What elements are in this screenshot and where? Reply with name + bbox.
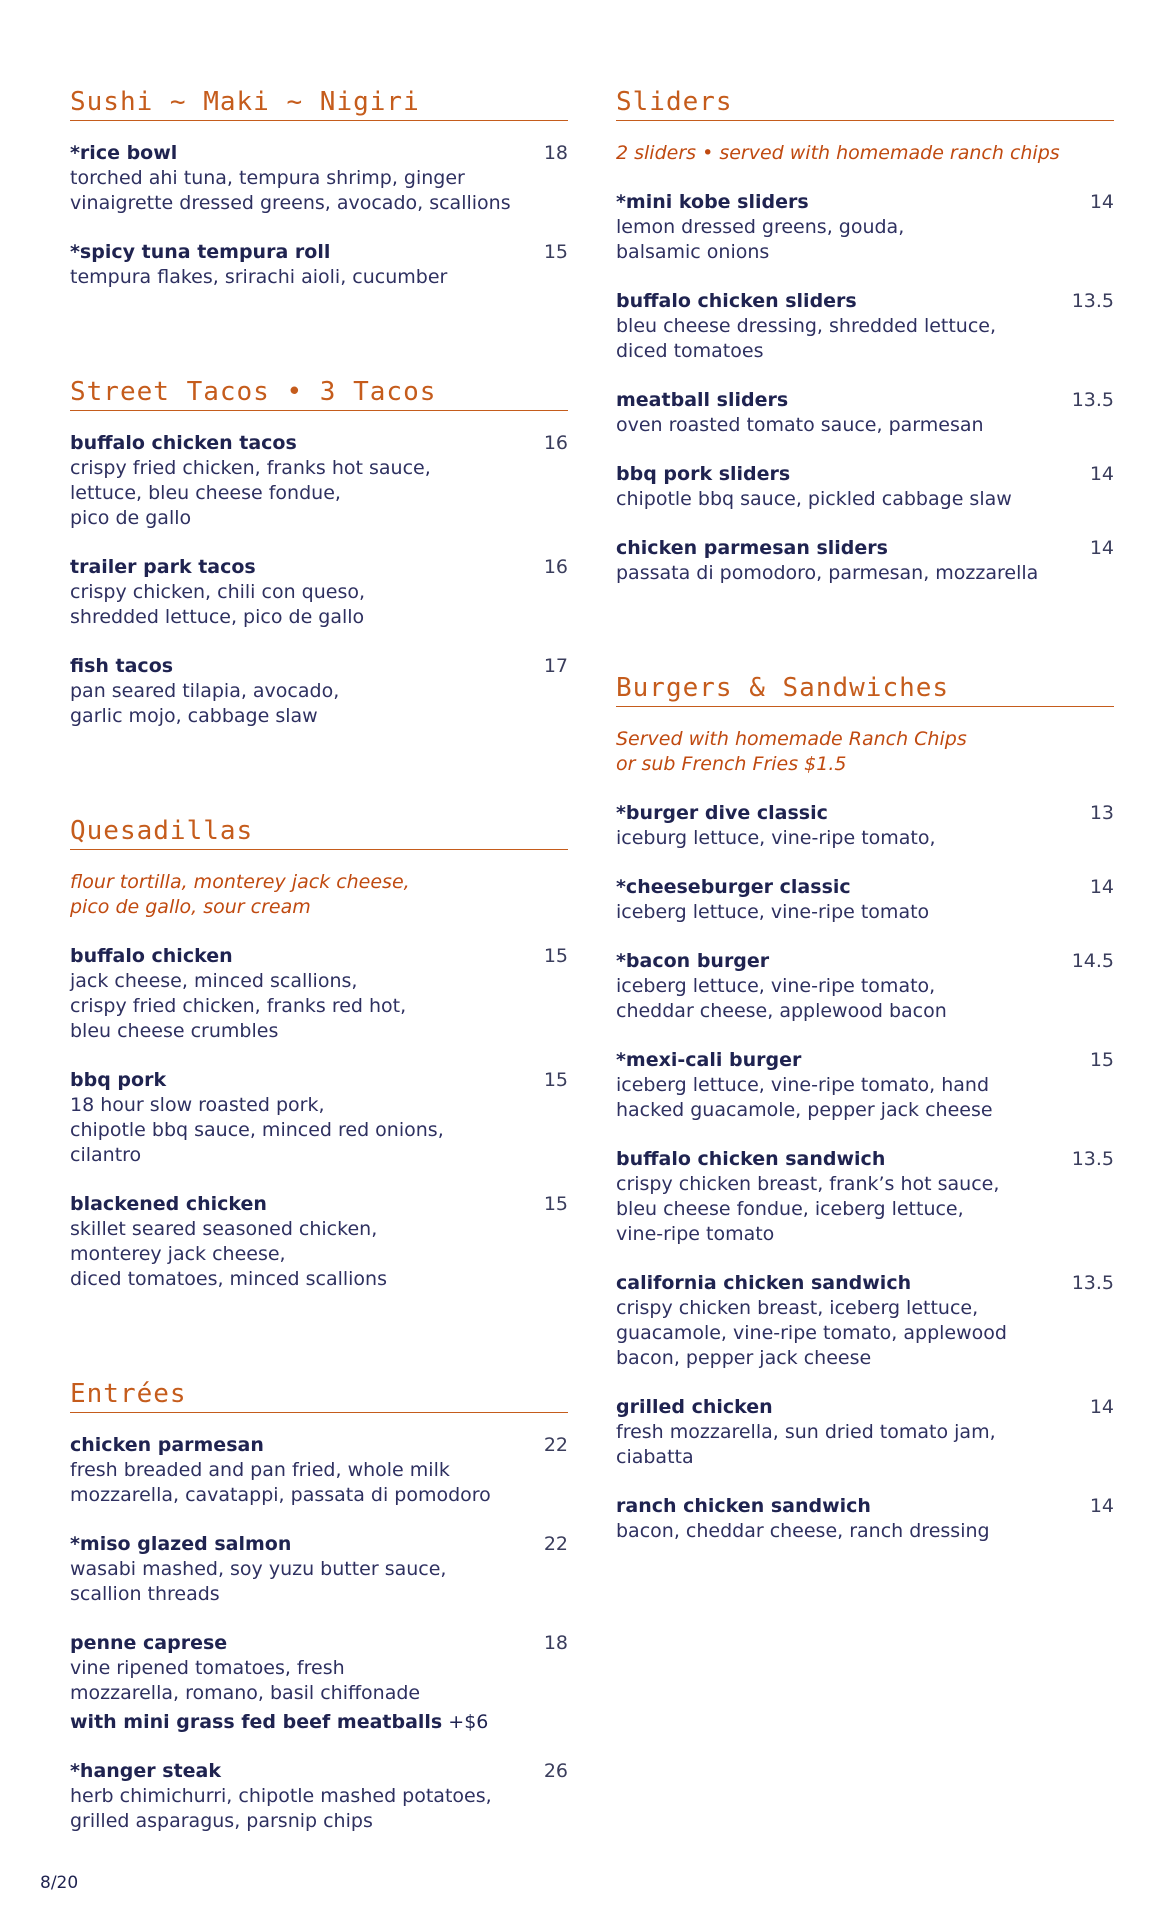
menu-item-header <box>70 141 568 166</box>
menu-item-header <box>70 944 568 969</box>
item-price: 14 <box>1089 537 1114 559</box>
item-description: passata di pomodoro, parmesan, mozzarella <box>616 562 1039 584</box>
menu-item <box>616 462 1114 512</box>
item-price: 26 <box>543 1760 568 1782</box>
item-price: 15 <box>543 1069 568 1091</box>
item-name: california chicken sandwich <box>616 1272 912 1294</box>
menu-item <box>70 1068 568 1168</box>
section-title: Entrées <box>70 1378 568 1413</box>
menu-section-burgers-sandwiches <box>616 672 1114 1544</box>
item-price: 13.5 <box>1071 1272 1114 1294</box>
item-name: *bacon burger <box>616 950 770 972</box>
menu-item-header <box>70 1068 568 1093</box>
section-title: Burgers & Sandwiches <box>616 672 1114 707</box>
item-price: 14 <box>1089 463 1114 485</box>
item-name: buffalo chicken sandwich <box>616 1148 886 1170</box>
item-addon <box>70 1710 568 1735</box>
item-name: *rice bowl <box>70 142 178 164</box>
menu-section-sushi-maki-nigiri <box>70 86 568 290</box>
item-description: wasabi mashed, soy yuzu butter sauce, scallion threads <box>70 1558 447 1605</box>
item-name: *miso glazed salmon <box>70 1533 292 1555</box>
item-description: vine ripened tomatoes, fresh mozzarella, romano, basil chiffonade <box>70 1657 421 1704</box>
item-price: 13.5 <box>1071 389 1114 411</box>
item-description: bacon, cheddar cheese, ranch dressing <box>616 1520 990 1542</box>
item-name: bbq pork sliders <box>616 463 791 485</box>
menu-item <box>70 1433 568 1508</box>
item-description: iceberg lettuce, vine-ripe tomato, hand hacked guacamole, pepper jack cheese <box>616 1074 993 1121</box>
item-description: iceberg lettuce, vine-ripe tomato <box>616 901 930 923</box>
item-name: chicken parmesan sliders <box>616 537 888 559</box>
item-name: grilled chicken <box>616 1396 773 1418</box>
menu-item <box>70 240 568 290</box>
item-name: blackened chicken <box>70 1193 267 1215</box>
section-note: flour tortilla, monterey jack cheese, pico de gallo, sour cream <box>70 871 410 918</box>
menu-section-entr-es <box>70 1378 568 1834</box>
item-description: pan seared tilapia, avocado, garlic mojo, cabbage slaw <box>70 680 340 727</box>
item-price: 16 <box>543 556 568 578</box>
menu-item <box>616 801 1114 851</box>
section-title: Sliders <box>616 86 1114 121</box>
menu-item-header <box>616 1494 1114 1519</box>
menu-section-quesadillas <box>70 815 568 1292</box>
item-name: *hanger steak <box>70 1760 222 1782</box>
section-title: Quesadillas <box>70 815 568 850</box>
item-description: fresh mozzarella, sun dried tomato jam, ciabatta <box>616 1421 996 1468</box>
item-description: oven roasted tomato sauce, parmesan <box>616 414 984 436</box>
item-price: 14 <box>1089 876 1114 898</box>
menu-item <box>616 536 1114 586</box>
menu-item <box>70 555 568 630</box>
item-description: iceberg lettuce, vine-ripe tomato, cheddar cheese, applewood bacon <box>616 975 947 1022</box>
item-name: *mexi-cali burger <box>616 1049 802 1071</box>
item-name: ranch chicken sandwich <box>616 1495 871 1517</box>
menu-item-header <box>70 240 568 265</box>
item-description: chipotle bbq sauce, pickled cabbage slaw <box>616 488 1012 510</box>
menu-item <box>616 1271 1114 1371</box>
menu-item <box>70 654 568 729</box>
item-description: bleu cheese dressing, shredded lettuce, diced tomatoes <box>616 315 997 362</box>
item-name: *mini kobe sliders <box>616 191 809 213</box>
item-price: 22 <box>543 1533 568 1555</box>
item-price: 13.5 <box>1071 1148 1114 1170</box>
menu-item <box>616 1048 1114 1123</box>
menu-section-sliders <box>616 86 1114 586</box>
menu-item <box>616 1147 1114 1247</box>
menu-item-header <box>70 431 568 456</box>
section-note: Served with homemade Ranch Chips or sub French Fries $1.5 <box>616 728 967 775</box>
menu-item <box>616 289 1114 364</box>
menu-section-street-tacos-3-tacos <box>70 376 568 729</box>
section-title: Street Tacos • 3 Tacos <box>70 376 568 411</box>
menu-item-header <box>616 190 1114 215</box>
menu-item-header <box>616 289 1114 314</box>
item-price: 18 <box>543 1632 568 1654</box>
menu-item <box>70 1532 568 1607</box>
item-description: crispy fried chicken, franks hot sauce, lettuce, bleu cheese fondue, pico de gallo <box>70 457 431 529</box>
menu-column-left <box>70 86 568 1920</box>
menu-item <box>616 1494 1114 1544</box>
item-description: torched ahi tuna, tempura shrimp, ginger vinaigrette dressed greens, avocado, scallions <box>70 167 511 214</box>
item-price: 17 <box>543 655 568 677</box>
item-description: crispy chicken breast, iceberg lettuce, guacamole, vine-ripe tomato, applewood bacon, pepper jack cheese <box>616 1297 1007 1369</box>
menu-item <box>616 388 1114 438</box>
item-description: herb chimichurri, chipotle mashed potatoes, grilled asparagus, parsnip chips <box>70 1785 492 1832</box>
addon-label: with mini grass fed beef meatballs <box>70 1711 443 1733</box>
item-name: *cheeseburger classic <box>616 876 851 898</box>
menu-item-header <box>70 1759 568 1784</box>
menu-item-header <box>616 462 1114 487</box>
item-price: 15 <box>543 241 568 263</box>
item-price: 15 <box>1089 1049 1114 1071</box>
item-description: fresh breaded and pan fried, whole milk mozzarella, cavatappi, passata di pomodoro <box>70 1459 491 1506</box>
item-description: jack cheese, minced scallions, crispy fried chicken, franks red hot, bleu cheese crumbles <box>70 970 407 1042</box>
item-description: iceburg lettuce, vine-ripe tomato, <box>616 827 936 849</box>
item-name: *burger dive classic <box>616 802 828 824</box>
item-price: 14 <box>1089 1495 1114 1517</box>
menu-item-header <box>70 1192 568 1217</box>
menu-item-header <box>616 949 1114 974</box>
item-name: meatball sliders <box>616 389 789 411</box>
menu-item <box>70 1631 568 1735</box>
menu-item <box>616 949 1114 1024</box>
item-name: buffalo chicken tacos <box>70 432 297 454</box>
item-price: 22 <box>543 1434 568 1456</box>
item-price: 18 <box>543 142 568 164</box>
section-note: 2 sliders • served with homemade ranch chips <box>616 142 1060 164</box>
item-name: trailer park tacos <box>70 556 256 578</box>
menu-item-header <box>616 1147 1114 1172</box>
item-name: chicken parmesan <box>70 1434 264 1456</box>
menu-item <box>70 944 568 1044</box>
section-title: Sushi ~ Maki ~ Nigiri <box>70 86 568 121</box>
item-name: *spicy tuna tempura roll <box>70 241 331 263</box>
item-name: penne caprese <box>70 1632 228 1654</box>
menu-item-header <box>70 1433 568 1458</box>
item-price: 13 <box>1089 802 1114 824</box>
menu-item <box>70 141 568 216</box>
item-description: crispy chicken breast, frank’s hot sauce, bleu cheese fondue, iceberg lettuce, vine-ripe tomato <box>616 1173 1000 1245</box>
addon-price: +$6 <box>448 1711 489 1733</box>
menu-column-right <box>616 86 1114 1630</box>
menu-item-header <box>616 801 1114 826</box>
item-name: fish tacos <box>70 655 174 677</box>
item-price: 14 <box>1089 1396 1114 1418</box>
menu-item <box>70 431 568 531</box>
item-description: lemon dressed greens, gouda, balsamic onions <box>616 216 905 263</box>
item-name: buffalo chicken <box>70 945 233 967</box>
menu-item-header <box>70 555 568 580</box>
menu-item <box>70 1192 568 1292</box>
menu-item-header <box>70 654 568 679</box>
item-description: crispy chicken, chili con queso, shredded lettuce, pico de gallo <box>70 581 366 628</box>
menu-item-header <box>616 388 1114 413</box>
item-price: 15 <box>543 1193 568 1215</box>
menu-item <box>616 1395 1114 1470</box>
menu-item <box>616 875 1114 925</box>
item-price: 14 <box>1089 191 1114 213</box>
menu-item <box>70 1759 568 1834</box>
menu-item <box>616 190 1114 265</box>
menu-item-header <box>616 1048 1114 1073</box>
item-price: 13.5 <box>1071 290 1114 312</box>
item-name: buffalo chicken sliders <box>616 290 857 312</box>
item-name: bbq pork <box>70 1069 167 1091</box>
menu-item-header <box>70 1631 568 1656</box>
item-description: tempura flakes, srirachi aioli, cucumber <box>70 266 448 288</box>
item-description: 18 hour slow roasted pork, chipotle bbq sauce, minced red onions, cilantro <box>70 1094 444 1166</box>
item-description: skillet seared seasoned chicken, monterey jack cheese, diced tomatoes, minced scallions <box>70 1218 387 1290</box>
menu-item-header <box>616 536 1114 561</box>
item-price: 16 <box>543 432 568 454</box>
page-number: 8/20 <box>40 1873 79 1893</box>
menu-item-header <box>616 875 1114 900</box>
menu-item-header <box>70 1532 568 1557</box>
menu-item-header <box>616 1395 1114 1420</box>
menu-item-header <box>616 1271 1114 1296</box>
item-price: 15 <box>543 945 568 967</box>
item-price: 14.5 <box>1071 950 1114 972</box>
